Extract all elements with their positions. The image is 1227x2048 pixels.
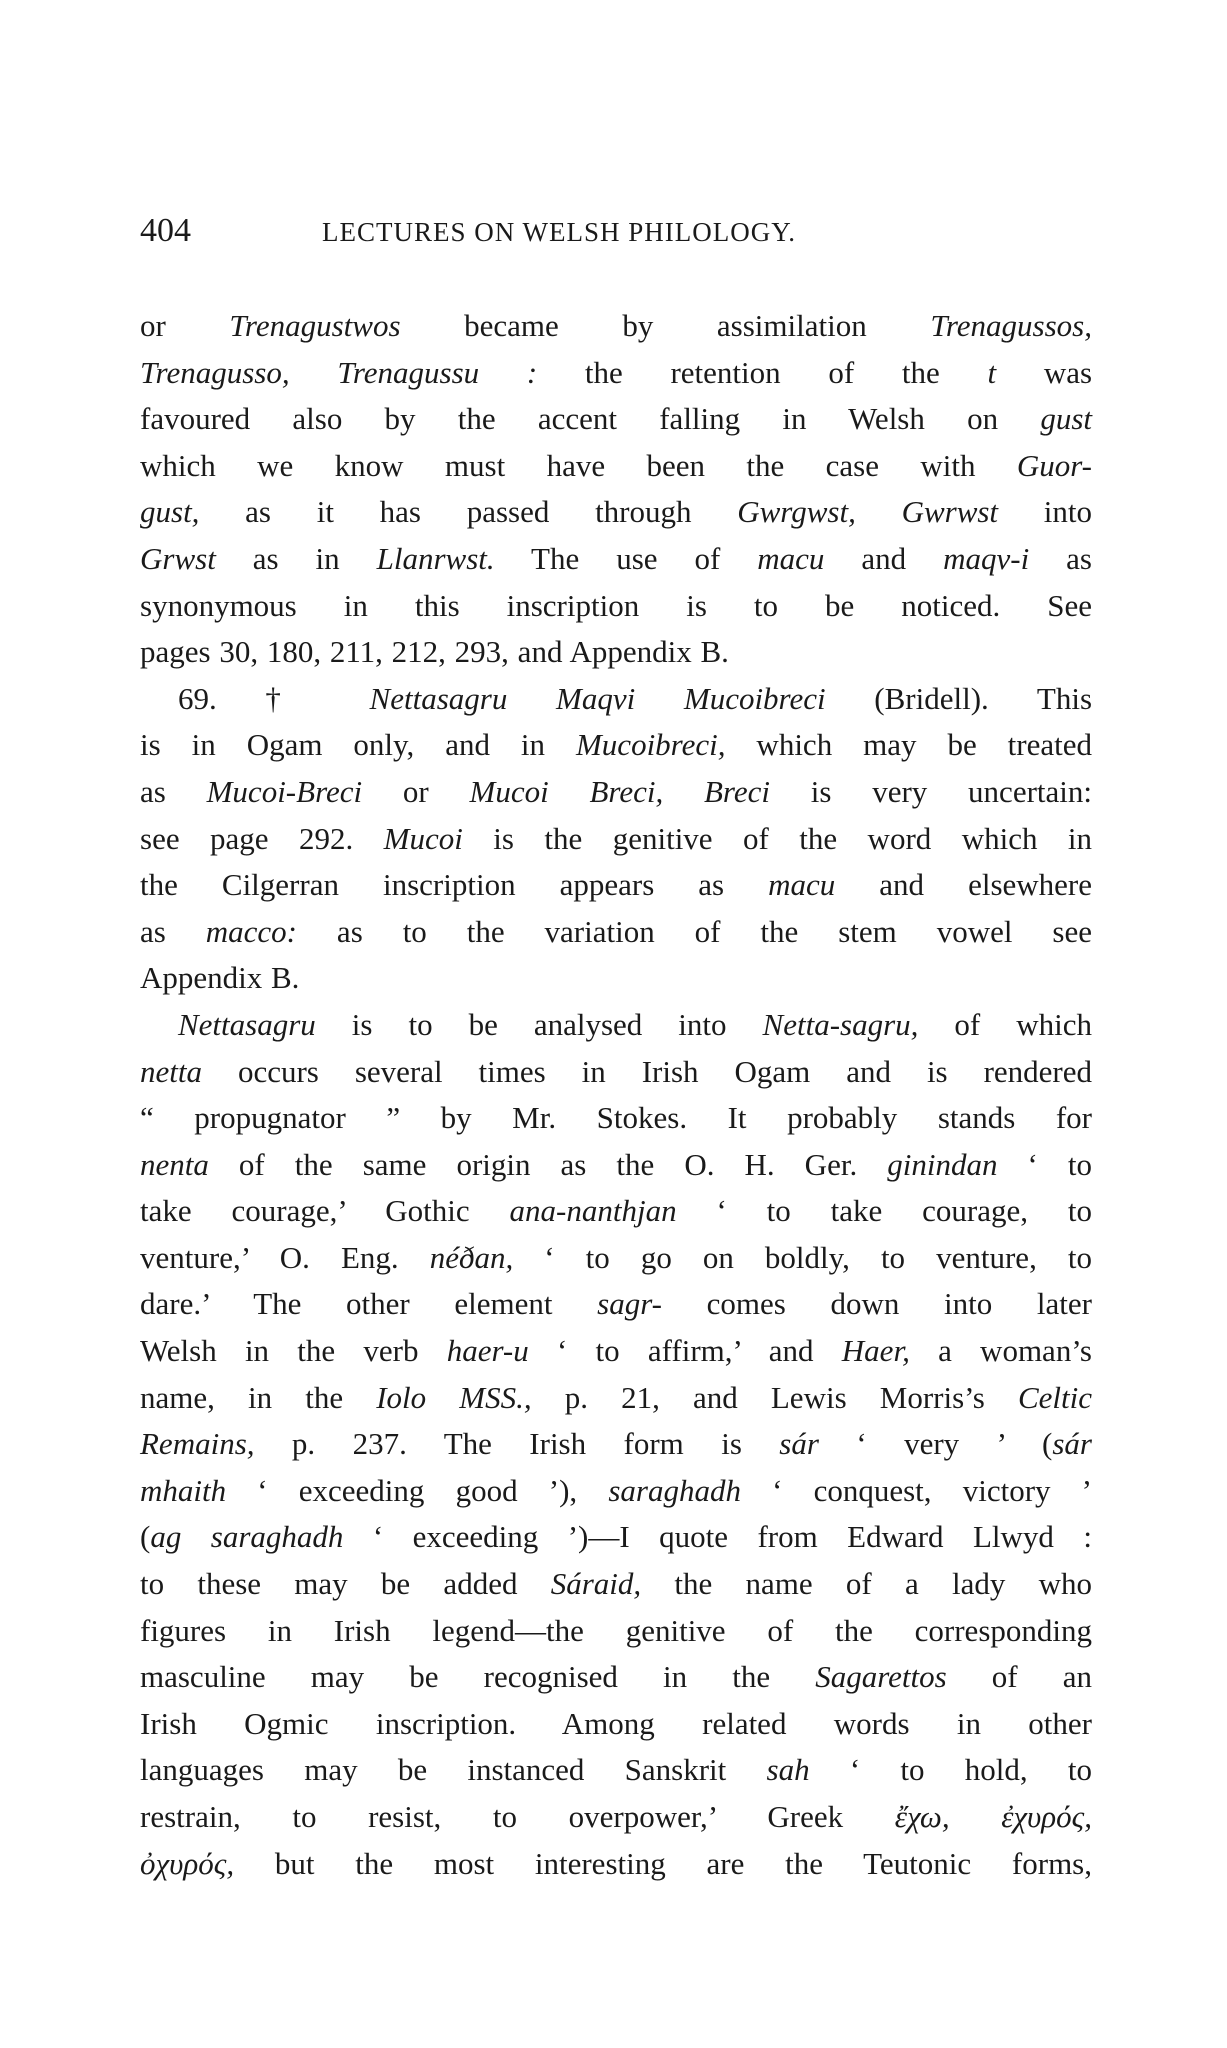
text-segment: occurs several times in Irish Ogam and is rendered [202, 1053, 1092, 1089]
text-segment: venture,’ O. Eng. [140, 1239, 430, 1275]
text-line [140, 1235, 1092, 1282]
italic-term: ana-nanthjan [509, 1193, 677, 1229]
text-segment: which may be treated [725, 727, 1093, 763]
text-segment: is very uncertain: [769, 773, 1092, 809]
italic-term: sár [779, 1426, 819, 1462]
text-line [140, 1747, 1092, 1794]
text-line [140, 1049, 1092, 1096]
text-segment: name, in the [140, 1379, 377, 1415]
text-segment: figures in Irish legend—the genitive of the corresponding [140, 1612, 1092, 1648]
text-segment: but the most interesting are the Teutonic forms, [234, 1845, 1092, 1881]
text-line [140, 769, 1092, 816]
italic-term: néðan, [429, 1239, 514, 1275]
italic-term: netta [140, 1053, 202, 1089]
text-segment [856, 494, 902, 529]
page-number: 404 [140, 212, 191, 249]
text-line [140, 1794, 1092, 1841]
text-line [140, 1654, 1092, 1701]
italic-term: Llanrwst. [376, 540, 495, 576]
text-segment: ‘ to go on boldly, to venture, to [513, 1239, 1092, 1275]
text-line [140, 350, 1092, 397]
text-line [140, 1328, 1092, 1375]
italic-term: sagr- [597, 1286, 663, 1322]
text-segment: and [824, 540, 944, 576]
text-segment: masculine may be recognised in the [140, 1659, 816, 1695]
text-segment: ‘ very ’ ( [818, 1426, 1053, 1462]
italic-term: macco: [205, 913, 297, 949]
italic-term: t [987, 354, 997, 390]
text-line [140, 396, 1092, 443]
text-line [140, 1375, 1092, 1422]
italic-term: Sáraid, [550, 1566, 642, 1602]
text-line [140, 536, 1092, 583]
text-line [140, 303, 1092, 350]
text-line [140, 1561, 1092, 1608]
italic-term: Gwrgwst, [737, 494, 856, 530]
text-segment: is to be analysed into [315, 1006, 763, 1042]
italic-term: Trenagussos, [930, 308, 1092, 343]
text-segment: synonymous in this inscription is to be noticed. See [140, 587, 1092, 623]
italic-term: macu [768, 867, 836, 903]
text-segment [290, 355, 338, 390]
italic-term: Celtic [1017, 1379, 1092, 1415]
text-segment: favoured also by the accent falling in Welsh on [140, 401, 1041, 437]
italic-term: Mucoi Breci, Breci [469, 773, 770, 809]
italic-term: macu [757, 540, 825, 576]
text-line [140, 1701, 1092, 1748]
text-line [140, 862, 1092, 909]
text-segment: was [996, 354, 1093, 390]
text-segment: of which [918, 1006, 1092, 1042]
text-segment: and elsewhere [835, 867, 1093, 903]
text-segment: as to the variation of the stem vowel see [297, 913, 1092, 949]
text-segment: ‘ exceeding good ’), [226, 1472, 609, 1508]
text-line [140, 955, 1092, 1002]
italic-term: gust [1040, 401, 1092, 437]
text-line [140, 583, 1092, 630]
italic-term: Sagarettos [815, 1659, 947, 1695]
text-segment: ‘ to [997, 1146, 1093, 1182]
italic-term: Trenagustwos [229, 308, 401, 343]
body-text [140, 303, 1092, 1887]
text-segment: ‘ exceeding ’)—I quote from Edward Llwyd : [343, 1519, 1092, 1555]
italic-term: ag saraghadh [150, 1519, 344, 1555]
text-segment: into [998, 494, 1092, 530]
italic-term: Grwst [140, 540, 216, 576]
text-line [140, 722, 1092, 769]
text-segment: “ propugnator ” by Mr. Stokes. It probably stands for [140, 1100, 1092, 1136]
italic-term: ἔχω, ἐχυρός, [894, 1799, 1092, 1834]
text-line [140, 816, 1092, 863]
text-segment: the retention of the [537, 354, 988, 390]
text-segment: the name of a lady who [641, 1566, 1092, 1602]
italic-term: mhaith [140, 1472, 227, 1508]
text-segment: or [362, 773, 470, 809]
italic-term: sah [766, 1752, 810, 1788]
italic-term: Mucoibreci, [575, 727, 726, 763]
text-segment: ‘ to affirm,’ and [528, 1333, 842, 1369]
text-line [140, 909, 1092, 956]
text-line [140, 1281, 1092, 1328]
text-line [140, 1514, 1092, 1561]
text-segment: Welsh in the verb [140, 1333, 447, 1369]
italic-term: sár [1052, 1426, 1092, 1462]
text-segment: The use of [494, 540, 758, 576]
text-line [140, 1841, 1092, 1888]
text-line [140, 1002, 1092, 1049]
italic-term: nenta [140, 1146, 209, 1182]
text-segment: as in [215, 540, 377, 576]
text-segment: of the same origin as the O. H. Ger. [208, 1146, 888, 1182]
text-segment: which we know must have been the case with [140, 447, 1017, 483]
text-line [140, 489, 1092, 536]
text-segment: pages 30, 180, 211, 212, 293, and Appendix B. [140, 634, 729, 670]
text-segment: is the genitive of the word which in [462, 820, 1092, 856]
italic-term: Iolo MSS., [376, 1379, 532, 1415]
text-segment: became by assimilation [400, 308, 931, 343]
italic-term: Haer, [841, 1333, 910, 1369]
text-segment: ‘ conquest, victory ’ [740, 1472, 1092, 1508]
italic-term: Guor- [1016, 447, 1092, 483]
italic-term: Nettasagru Maqvi Mucoibreci [369, 680, 826, 716]
italic-term: Mucoi-Breci [206, 773, 363, 809]
italic-term: Nettasagru [178, 1006, 316, 1042]
text-segment: see page 292. [140, 820, 384, 856]
italic-term: ὀχυρός, [140, 1845, 235, 1881]
italic-term: ginindan [887, 1146, 998, 1182]
text-segment: take courage,’ Gothic [140, 1193, 510, 1229]
text-segment: p. 237. The Irish form is [254, 1426, 780, 1462]
text-segment: ‘ to hold, to [809, 1752, 1092, 1788]
italic-term: Gwrwst [901, 494, 999, 530]
text-segment: languages may be instanced Sanskrit [140, 1752, 767, 1788]
text-segment: as [140, 773, 207, 809]
italic-term: Trenagusso, [140, 354, 290, 390]
text-segment: comes down into later [662, 1286, 1092, 1322]
text-segment: is in Ogam only, and in [140, 727, 576, 763]
text-segment: ( [140, 1519, 151, 1555]
text-line [140, 443, 1092, 490]
text-segment: (Bridell). This [825, 680, 1093, 716]
text-segment: restrain, to resist, to overpower,’ Greek [140, 1799, 895, 1834]
italic-term: Remains, [140, 1426, 255, 1462]
text-line [140, 1421, 1092, 1468]
text-segment: p. 21, and Lewis Morris’s [531, 1379, 1018, 1415]
text-line [140, 1188, 1092, 1235]
italic-term: gust, [140, 494, 200, 530]
text-line [140, 676, 1092, 723]
text-line [140, 1468, 1092, 1515]
text-segment: or [140, 308, 230, 343]
text-segment: Irish Ogmic inscription. Among related words in other [140, 1705, 1092, 1741]
running-title: LECTURES ON WELSH PHILOLOGY. [322, 217, 797, 247]
italic-term: Trenagussu : [337, 354, 538, 390]
text-segment: 69. † [178, 680, 370, 716]
text-line [140, 1095, 1092, 1142]
text-segment: a woman’s [909, 1333, 1092, 1369]
italic-term: haer-u [446, 1333, 529, 1369]
text-line [140, 1608, 1092, 1655]
text-line [140, 1142, 1092, 1189]
italic-term: Mucoi [383, 820, 463, 856]
text-segment: Appendix B. [140, 960, 300, 996]
text-line [140, 629, 1092, 676]
text-segment: as [1029, 540, 1092, 576]
text-segment: as it has passed through [199, 494, 738, 530]
text-segment: of an [946, 1659, 1092, 1695]
text-segment: dare.’ The other element [140, 1286, 598, 1322]
text-segment: as [140, 913, 206, 949]
italic-term: maqv-i [943, 540, 1030, 576]
text-segment: the Cilgerran inscription appears as [140, 867, 769, 903]
text-segment: ‘ to take courage, to [676, 1193, 1092, 1229]
italic-term: Netta-sagru, [762, 1006, 919, 1042]
text-segment: to these may be added [140, 1566, 551, 1602]
italic-term: saraghadh [608, 1472, 741, 1508]
